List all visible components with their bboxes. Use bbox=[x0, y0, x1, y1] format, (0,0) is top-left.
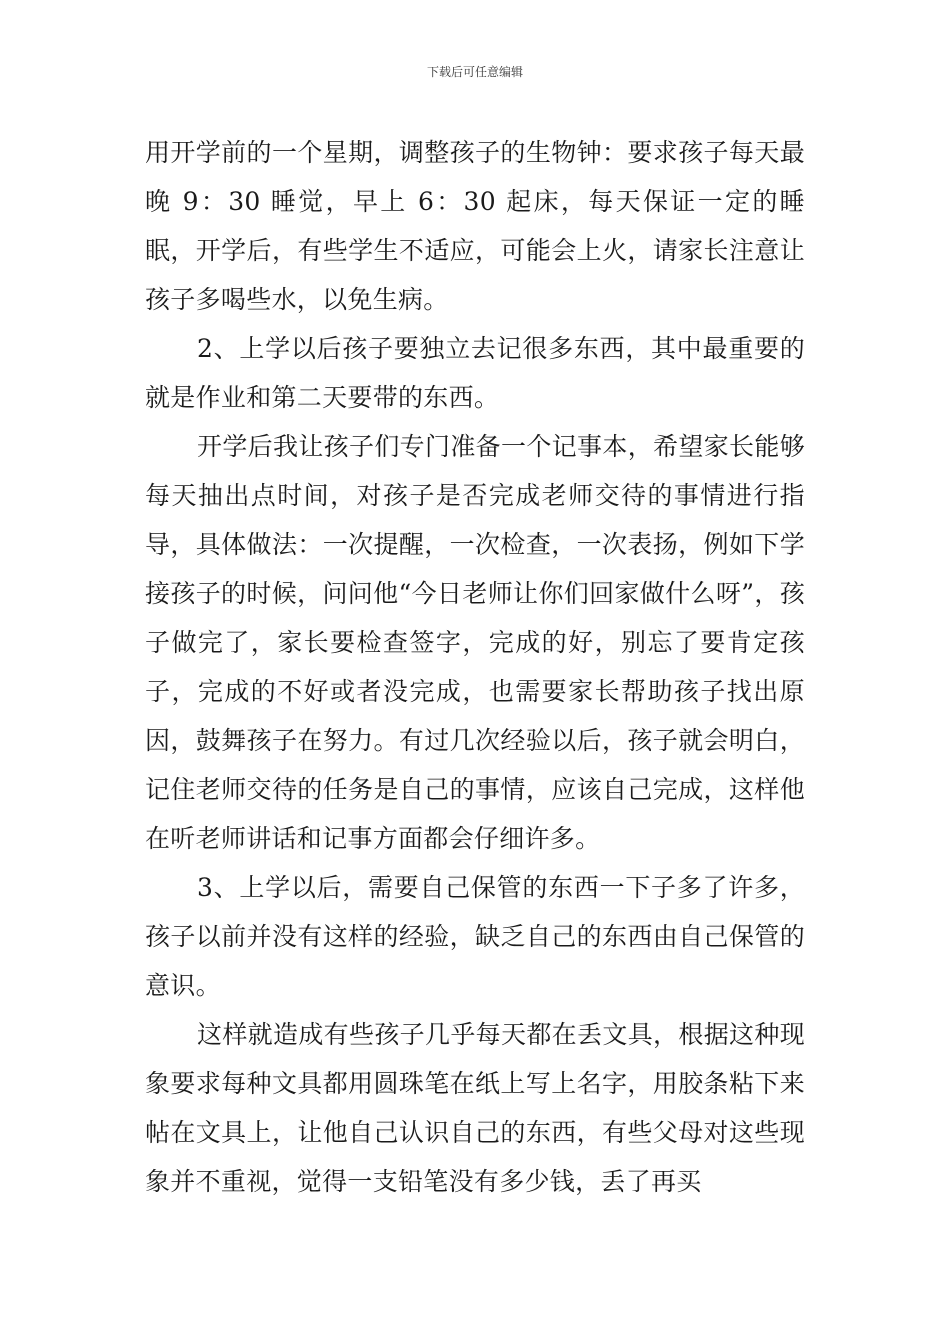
paragraph-3: 开学后我让孩子们专门准备一个记事本，希望家长能够每天抽出点时间，对孩子是否完成老师交待的事情进行指导，具体做法：一次提醒，一次检查，一次表扬，例如下学接孩子的时候，问问他“今日老师让你们回家做什么呀”，孩子做完了，家长要检查签字，完成的好，别忘了要肯定孩子，完成的不好或者没完成，也需要家长帮助孩子找出原因，鼓舞孩子在努力。有过几次经验以后，孩子就会明白，记住老师交待的任务是自己的事情，应该自己完成，这样他在听老师讲话和记事方面都会仔细许多。 bbox=[145, 432, 805, 853]
paragraph-4: 3、上学以后，需要自己保管的东西一下子多了许多，孩子以前并没有这样的经验，缺乏自己的东西由自己保管的意识。 bbox=[145, 873, 805, 1000]
paragraph-2: 2、上学以后孩子要独立去记很多东西，其中最重要的就是作业和第二天要带的东西。 bbox=[145, 334, 805, 412]
page-header: 下载后可任意编辑 bbox=[426, 65, 523, 79]
document-body bbox=[145, 128, 805, 1206]
paragraph-5: 这样就造成有些孩子几乎每天都在丢文具，根据这种现象要求每种文具都用圆珠笔在纸上写上名字，用胶条粘下来帖在文具上，让他自己认识自己的东西，有些父母对这些现象并不重视，觉得一支铅笔没有多少钱，丢了再买 bbox=[145, 1020, 805, 1196]
paragraph-1: 用开学前的一个星期，调整孩子的生物钟：要求孩子每天最晚 9：30 睡觉，早上 6：30 起床，每天保证一定的睡眠，开学后，有些学生不适应，可能会上火，请家长注意让孩子多喝些水，以免生病。 bbox=[145, 138, 805, 314]
